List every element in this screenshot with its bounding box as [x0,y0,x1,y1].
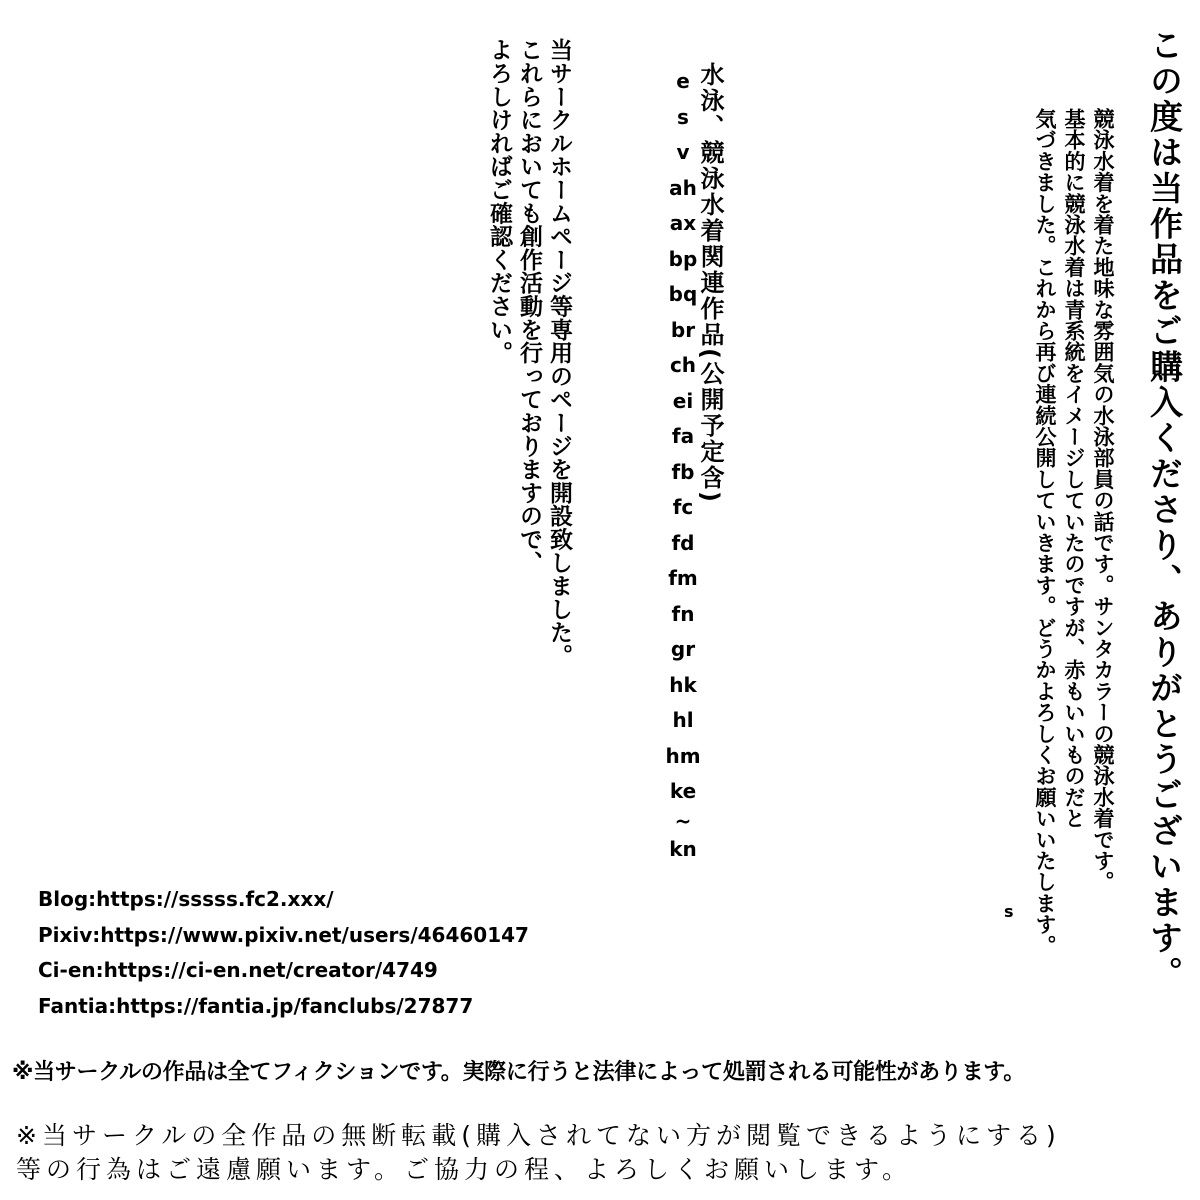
work-code: ax [669,211,697,235]
work-code-range-tilde: ~ [674,808,692,833]
work-code: ke [669,779,697,803]
work-code: v [676,140,690,164]
work-code: hm [665,743,701,768]
work-code: fa [671,424,695,448]
work-code: fm [668,566,698,590]
work-code: br [670,317,696,342]
work-code: fn [671,601,695,626]
fantia-link[interactable]: Fantia:https://fantia.jp/fanclubs/27877 [38,993,474,1018]
signature: s [1004,902,1014,921]
work-code: ei [672,388,694,413]
work-code: hl [672,708,694,732]
works-title: 水泳、競泳水着関連作品(公開予定含) [696,62,724,504]
work-code: bp [668,246,698,271]
work-code: ch [669,353,697,377]
work-code: e [676,69,690,93]
work-code: gr [670,637,696,661]
work-code: fc [672,495,694,519]
copyright-notice-line1: ※当サークルの全作品の無断転載(購入されてない方が閲覧できるようにする) [16,1121,1061,1150]
work-code: fb [671,459,695,484]
copyright-notice-line2: 等の行為はご遠慮願います。ご協力の程、よろしくお願いします。 [16,1155,913,1184]
blog-link[interactable]: Blog:https://sssss.fc2.xxx/ [38,887,334,911]
work-code: bq [668,282,698,306]
thanks-body: 競泳水着を着た地味な雰囲気の水泳部員の話です。サンタカラーの競泳水着です。 基本的に競泳水着は青系統をイメージしていたのですが、赤もいいものだと 気づきました。これから再び連続公開していきます。どうかよろしくお願いいたします。 [1033,108,1115,956]
work-code-list [660,64,706,867]
pixiv-link[interactable]: Pixiv:https://www.pixiv.net/users/46460147 [38,922,529,947]
work-code: s [677,104,689,129]
work-code: kn [669,836,697,861]
fiction-notice: ※当サークルの作品は全てフィクションです。実際に行うと法律によって処罰される可能性があります。 [12,1060,1025,1085]
work-code: fd [671,530,695,555]
link-list [38,882,529,1024]
circle-homepage-note: 当サークルホームページ等専用のページを開設致しました。 これらにおいても創作活動を行っておりますので、 よろしければご確認ください。 [486,38,572,668]
thanks-title: この度は当作品をご購入くださり、ありがとうございます。 [1145,28,1184,992]
work-code: ah [669,175,697,200]
cien-link[interactable]: Ci-en:https://ci-en.net/creator/4749 [38,958,438,982]
work-code: hk [669,672,697,697]
